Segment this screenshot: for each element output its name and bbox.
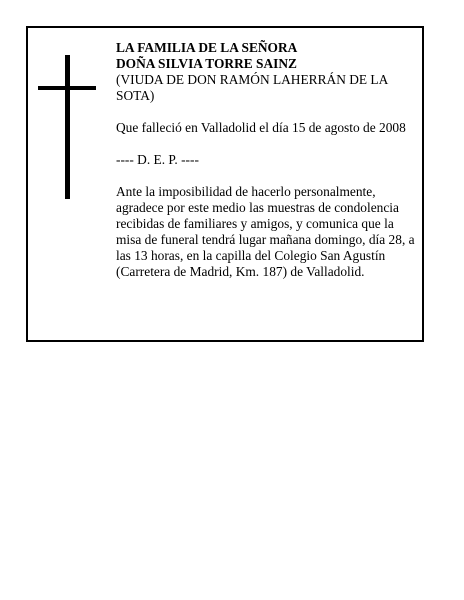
rip-line: ---- D. E. P. ---- bbox=[116, 152, 199, 167]
widow-subheading: (VIUDA DE DON RAMÓN LAHERRÁN DE LA SOTA) bbox=[116, 72, 388, 103]
death-statement: Que falleció en Valladolid el día 15 de agosto de 2008 bbox=[116, 120, 406, 135]
family-heading: LA FAMILIA DE LA SEÑORA bbox=[116, 40, 298, 55]
notice-text bbox=[116, 40, 416, 280]
obituary-notice bbox=[26, 26, 424, 342]
deceased-name: DOÑA SILVIA TORRE SAINZ bbox=[116, 56, 297, 71]
cross-vertical-bar bbox=[65, 55, 70, 199]
funeral-announcement: Ante la imposibilidad de hacerlo personalmente, agradece por este medio las muestras de condolencia recibidas de familiares y amigos, y comunica que la misa de funeral tendrá lugar mañana domingo, día 28, a las 13 horas, en la capilla del Colegio San Agustín (Carretera de Madrid, Km. 187) de Valladolid. bbox=[116, 184, 415, 279]
cross-horizontal-bar bbox=[38, 86, 96, 90]
cross-icon bbox=[38, 55, 96, 199]
